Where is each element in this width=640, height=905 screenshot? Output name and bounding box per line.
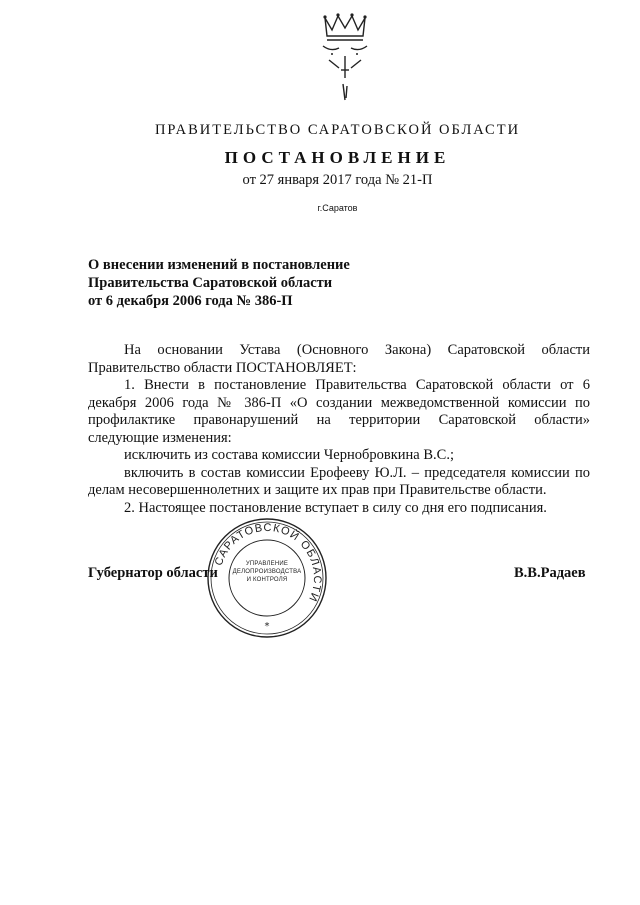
subject-line: от 6 декабря 2006 года № 386-П xyxy=(88,293,293,309)
stamp-inner-line: УПРАВЛЕНИЕ xyxy=(245,561,289,567)
star-icon: * xyxy=(264,621,270,632)
stamp-inner-text xyxy=(218,560,316,584)
government-name: ПРАВИТЕЛЬСТВО САРАТОВСКОЙ ОБЛАСТИ xyxy=(154,122,521,138)
body-paragraph: На основании Устава (Основного Закона) Саратовской области Правительство области ПОСТАНОВЛЯЕТ: xyxy=(88,342,590,376)
coat-of-arms-icon xyxy=(305,8,385,108)
city-label: г.Саратов xyxy=(317,203,358,213)
stamp-ring-text: САРАТОВСКОЙ ОБЛАСТИ xyxy=(212,521,324,604)
signatory-position: Губернатор области xyxy=(88,565,218,581)
subject-line: О внесении изменений в постановление xyxy=(88,257,350,273)
decree-body xyxy=(88,342,590,517)
body-paragraph: исключить из состава комиссии Чернобровкина В.С.; xyxy=(124,447,454,463)
body-paragraph: 2. Настоящее постановление вступает в силу со дня его подписания. xyxy=(124,499,547,516)
subject-line: Правительства Саратовской области xyxy=(88,275,333,291)
stamp-inner-line: ДЕЛОПРОИЗВОДСТВА xyxy=(232,569,302,575)
decree-date-number: от 27 января 2017 года № 21-П xyxy=(242,172,433,188)
document-title: ПОСТАНОВЛЕНИЕ xyxy=(224,148,451,167)
body-paragraph: включить в состав комиссии Ерофееву Ю.Л. – председателя комиссии по делам несовершеннолетних и защите их прав при Правительстве области. xyxy=(88,464,590,498)
decree-subject xyxy=(88,256,448,310)
signatory-name: В.В.Радаев xyxy=(514,565,586,581)
body-paragraph: 1. Внести в постановление Правительства Саратовской области от 6 декабря 2006 года № 386-П «О создании межведомственной комиссии по профилактике правонарушений на территории Саратовской области» следующие изменения: xyxy=(88,377,590,446)
stamp-inner-line: И КОНТРОЛЯ xyxy=(246,577,288,583)
